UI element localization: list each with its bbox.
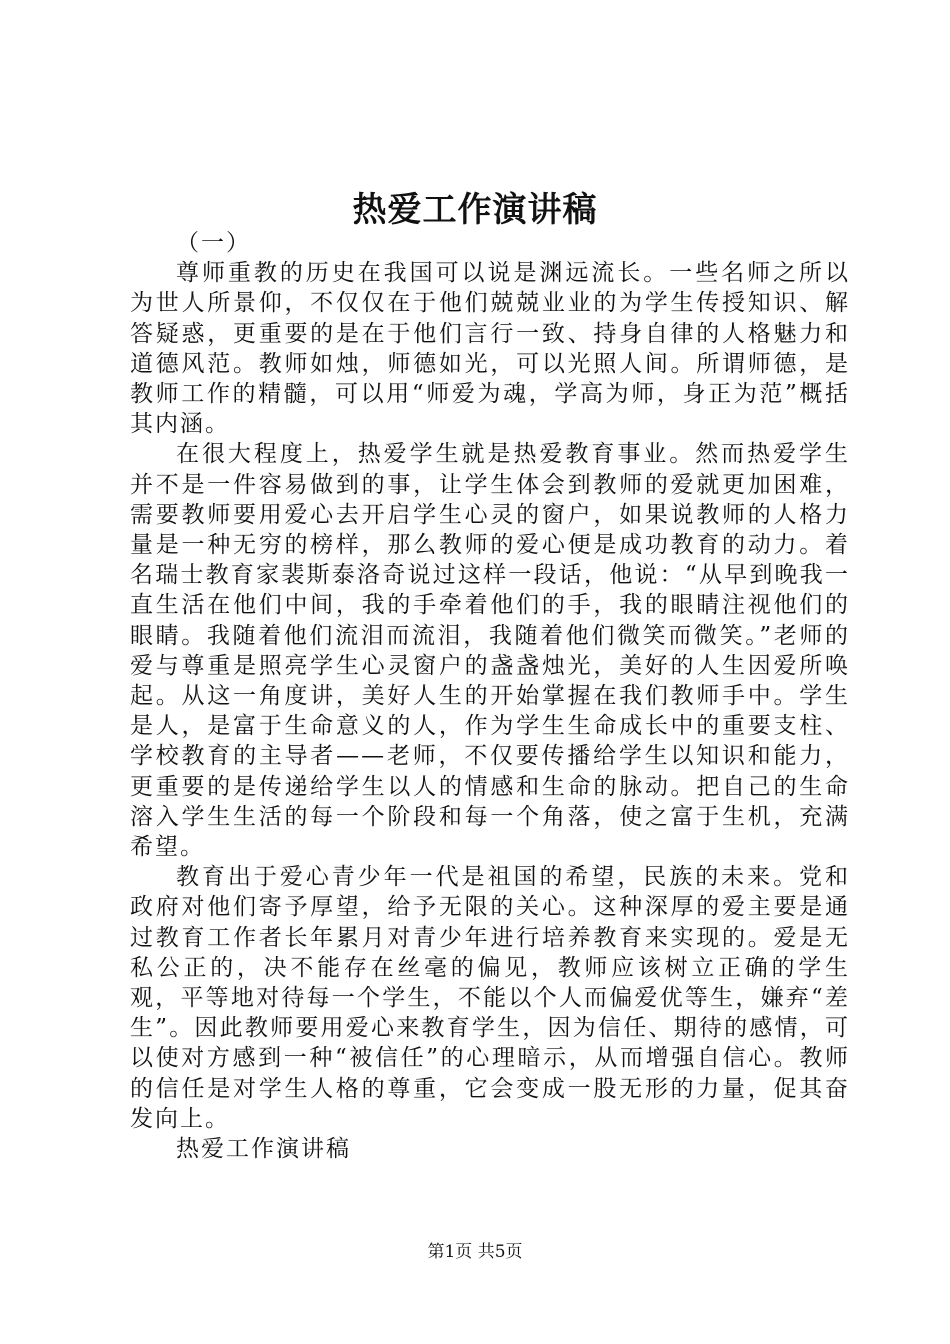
paragraph-1: 尊师重教的历史在我国可以说是渊远流长。一些名师之所以为世人所景仰，不仅仅在于他们兢兢业业的为学生传授知识、解答疑惑，更重要的是在于他们言行一致、持身自律的人格魅力和道德风范。教师如烛，师德如光，可以光照人间。所谓师德，是教师工作的精髓，可以用“师爱为魂，学高为师，身正为范”概括其内涵。 [130, 260, 850, 438]
document-body [130, 228, 850, 1164]
document-title: 热爱工作演讲稿 [352, 190, 598, 230]
paragraph-2: 在很大程度上，热爱学生就是热爱教育事业。然而热爱学生并不是一件容易做到的事，让学生体会到教师的爱就更加困难，需要教师要用爱心去开启学生心灵的窗户，如果说教师的人格力量是一种无穷的榜样，那么教师的爱心便是成功教育的动力。着名瑞士教育家裴斯泰洛奇说过这样一段话，他说：“从早到晚我一直生活在他们中间，我的手牵着他们的手，我的眼睛注视他们的眼睛。我随着他们流泪而流泪，我随着他们微笑而微笑。”老师的爱与尊重是照亮学生心灵窗户的盏盏烛光，美好的人生因爱所唤起。从这一角度讲，美好人生的开始掌握在我们教师手中。学生是人，是富于生命意义的人，作为学生生命成长中的重要支柱、学校教育的主导者——老师，不仅要传播给学生以知识和能力，更重要的是传递给学生以人的情感和生命的脉动。把自己的生命溶入学生生活的每一个阶段和每一个角落，使之富于生机，充满希望。 [130, 441, 850, 861]
paragraph-4: 热爱工作演讲稿 [176, 1136, 351, 1163]
page-indicator: 第1页 共5页 [427, 1242, 523, 1262]
paragraph-3: 教育出于爱心青少年一代是祖国的希望，民族的未来。党和政府对他们寄予厚望，给予无限的关心。这种深厚的爱主要是通过教育工作者长年累月对青少年进行培养教育来实现的。爱是无私公正的，决不能存在丝毫的偏见，教师应该树立正确的学生观，平等地对待每一个学生，不能以个人而偏爱优等生，嫌弃“差生”。因此教师要用爱心来教育学生，因为信任、期待的感情，可以使对方感到一种“被信任”的心理暗示，从而增强自信心。教师的信任是对学生人格的尊重，它会变成一股无形的力量，促其奋发向上。 [130, 864, 850, 1132]
section-marker: （一） [176, 230, 251, 256]
